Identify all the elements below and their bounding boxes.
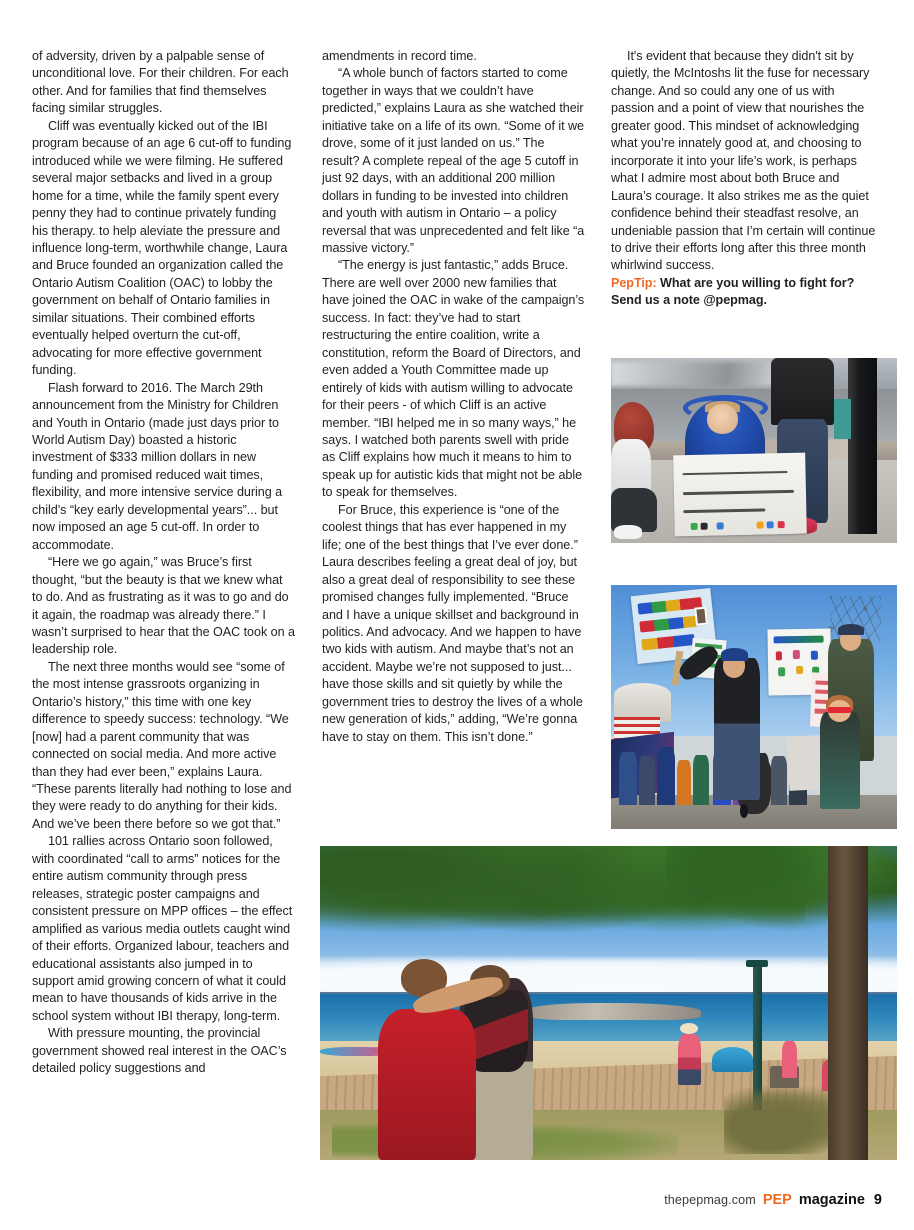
photo-rally-crowd [611, 585, 897, 829]
puzzle-piece-icon [776, 652, 783, 661]
tree-trunk [828, 846, 868, 1160]
parked-cars [611, 362, 777, 386]
paragraph: “A whole bunch of factors started to come together in ways that we couldn’t have predicted,” explains Laura as she watched their initiative take on a life of its own. “Some of it we drove, some of it just landed on us.” The result? A complete repeal of the age 5 cutoff in just 92 days, with an additional 200 million dollars in funding to be invested into children and youth with autism in Ontario – a policy reversal that was unprecedented and felt like “a massive victory.” [322, 66, 585, 255]
man-shouting-cap [721, 648, 748, 660]
page-number: 9 [873, 1192, 882, 1208]
article-column-2 [322, 48, 585, 746]
crowd-of-protesters [611, 722, 811, 805]
paragraph: of adversity, driven by a palpable sense of unconditional love. For their children. For each other. And for families that find themselves facing similar struggles. [32, 49, 289, 116]
article-column-1 [32, 48, 295, 1078]
beachgoer-walking [678, 1034, 701, 1084]
sign-text-line [683, 490, 794, 495]
girl-body [820, 712, 860, 810]
shrub-foreground [724, 1085, 839, 1154]
photo-beach-hug [320, 846, 897, 1160]
protester [771, 756, 787, 804]
woman-in-red-dress-body [378, 1009, 476, 1160]
beachgoer-standing [782, 1041, 797, 1079]
paragraph: “Here we go again,” was Bruce’s first thought, “but the beauty is that we knew what to do. And as frustrating as it was to go and do it again, the roadmap was already there.” I wasn’t surprised to hear that the OAC took on a leadership role. [32, 555, 295, 657]
paragraph: Flash forward to 2016. The March 29th announcement from the Ministry for Children and Youth in Ontario (made just days prior to World Autism Day) boasted a historic investment of $333 million dollars in new funding and promised reduced wait times, flexibility, and more intensive service during a child’s “key early developmental years”... but now imposed an age 5 cut-off. In order to accommodate. [32, 380, 283, 552]
ribbon-icon [811, 651, 818, 660]
peptip-callout [611, 275, 879, 310]
paragraph: The next three months would see “some of the most intense grassroots organizing in Ontario’s history,” this time with one key difference to speedy success: technology. “We [now] had a parent community that was connected on social media. And more active than they had ever been,” explains Laura. “These parents literally had nothing to lose and they were ready to do anything for their kids. And we’ve been there before so we got that.” [32, 659, 292, 831]
puzzle-piece-icon [690, 523, 697, 530]
peptip-label: PepTip: [611, 275, 657, 290]
standing-adult-jacket [771, 358, 834, 425]
seated-woman-shoe [614, 525, 643, 540]
paragraph: It's evident that because they didn't sit by quietly, the McIntoshs lit the fuse for necessary change. And so could any one of us with passion and a point of view that nourishes the greater good. This mindset of acknowledging what you’re innately good at, and choosing to incorporate it into your life’s work, is perhaps what I admire most about both Bruce and Laura’s courage. It also strikes me as the quiet confidence behind their steadfast resolve, an undeniable passion that I’m certain will continue to drive their efforts long after this three month whirlwind success. [611, 49, 876, 273]
breakwater-rocks [528, 1003, 701, 1020]
girl-sunglasses [828, 707, 851, 713]
paragraph: amendments in record time. [322, 49, 477, 63]
puzzle-piece-icon [778, 667, 785, 676]
sign-text-line [683, 509, 765, 513]
sign-photo-inset [694, 607, 709, 626]
man-green-jacket-cap [838, 624, 864, 635]
teal-object [834, 399, 851, 440]
photo-rally-crowd-scene [611, 585, 897, 829]
article-column-3 [611, 48, 879, 310]
sign-text-line [773, 635, 823, 644]
puzzle-piece-icon [701, 523, 708, 530]
paragraph: “The energy is just fantastic,” adds Bruce. There are well over 2000 new families that have joined the OAC in wake of the campaign’s success. In fact: they’ve had to start restructuring the entire coalition, write a constitution, reform the Board of Directors, and even added a Youth Committee made up entirely of kids with autism willing to advocate for their peers - of which Cliff is an active member. “IBI helped me in so many ways,” he says. I watched both parents swell with pride as Cliff explains how much it means to him to speak up for autistic kids that might not be able to speak for themselves. [322, 258, 585, 500]
puzzle-piece-icon [717, 522, 724, 529]
sign-text-line [640, 616, 698, 633]
sign-text-line [641, 634, 695, 650]
sign-text-line [638, 597, 703, 615]
footer-website-url[interactable]: thepepmag.com [664, 1193, 756, 1207]
dark-pole [848, 358, 877, 534]
man-shouting-body [714, 658, 760, 800]
photo-rally-child-scene [611, 358, 897, 543]
puzzle-piece-icon [767, 521, 774, 528]
sign-text-line [683, 471, 788, 475]
protest-sign-handwritten [673, 453, 806, 537]
protester [619, 752, 637, 805]
paragraph: Cliff was eventually kicked out of the IBI program because of an age 6 cut-off to funding introduced while we were filming. He suffered several major setbacks and lived in a group home for a time, while the family spent every penny they had to continue privately funding his therapy. to help aleviate the pressure and influence long-term, worthwhile change, Laura and Bruce founded an organization called the Ontario Autism Coalition (OAC) to lobby the government on behalf of Ontario families in similar situations. Their combined efforts eventually helped overturn the cut-off, advocating for more effective government funding. [32, 118, 292, 378]
protest-sign-grey [787, 735, 824, 790]
photo-rally-child [611, 358, 897, 543]
peptip-text: What are you willing to fight for? Send us a note @pepmag. [611, 275, 855, 308]
beach-tent [712, 1047, 752, 1072]
footer-brand-magazine: magazine [798, 1192, 865, 1208]
photo-beach-hug-scene [320, 846, 897, 1160]
puzzle-piece-icon [796, 666, 803, 675]
protester [677, 760, 691, 805]
paragraph: 101 rallies across Ontario soon followed, with coordinated “call to arms” notices for the entire autism community through press releases, strategic poster campaigns and consistent pressure on MPP offices – the effect amplified as various media outlets caught wind of their efforts. Organized labour, teachers and educational assistants also jumped in to support amid growing concern of what it could mean to have thousands of kids arrive in the school system without IBI therapy, long-term. [32, 834, 293, 1023]
protester [657, 747, 675, 805]
footer-brand-pep: PEP [762, 1192, 792, 1208]
paragraph: With pressure mounting, the provincial government showed real interest in the OAC’s detailed policy suggestions and [32, 1026, 287, 1076]
heart-icon [793, 650, 800, 659]
protester [693, 755, 709, 805]
protester [639, 756, 655, 804]
child-hood-edge [683, 395, 769, 421]
puzzle-piece-icon [756, 522, 763, 529]
page-footer [664, 1192, 882, 1208]
puzzle-piece-icon [777, 521, 784, 528]
paragraph: For Bruce, this experience is “one of the coolest things that has ever happened in my life; one of the best things that I’ve ever done.” Laura describes feeling a great deal of joy, but also a great deal of responsibility to see these promised changes fully implemented. “Bruce and I have a unique skillset and background in politics. And advocacy. And we happen to have two kids with autism. And maybe that’s not an accident. Maybe we’re not supposed to just... have those skills and sit quietly by while the government tries to destroy the lives of a whole new generation of kids,” adding, “We’re gonna have to stay on them. This isn’t done.” [322, 502, 583, 744]
